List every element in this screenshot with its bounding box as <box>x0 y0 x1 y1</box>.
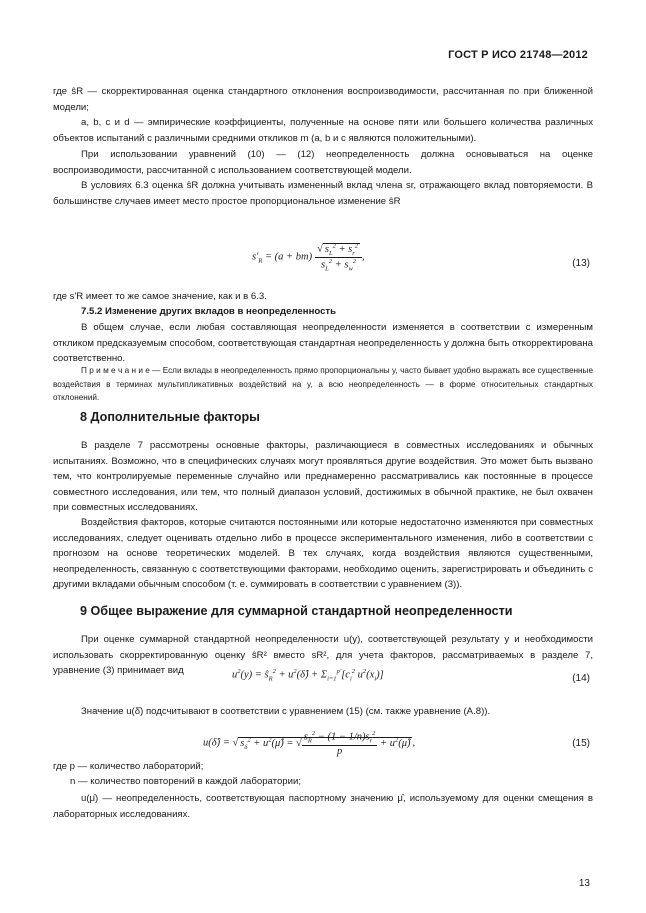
equation-14: $u^2(y)$ = $ŝ_R^2$ + $u^2(\deltâ) + \Sigma_{i=1}^{p'}[c_i^2$ $u^2(x_i)$] <box>232 668 384 683</box>
paragraph-p-definition: где p — количество лабораторий; <box>53 761 204 772</box>
equation-13: $s'_R = (a + bm)$ $\frac{√ s_L^2 + s_r^2}{s_L^2 + s_w^2}$ , <box>252 242 365 273</box>
paragraph-section-7-factors: В разделе 7 рассмотрены основные факторы, различающиеся в совместных исследованиях и обычных испытаниях. Возможно, что в специфических случаях могут проявляться другие воздействия. Это может быть вызвано тем, что контролируемые переменные случайно или преднамеренно рассматривались как постоянные в процессе совместного исследования, или тем, что полный диапазон условий, достижимых в обычной практике, не был охвачен при совместных исследованиях. <box>53 440 593 514</box>
paragraph-equations-10-12: При использовании уравнений (10) — (12) неопределенность должна основываться на оценке воспроизводимости, рассчитанной с использованием соответствующей модели. <box>53 149 593 176</box>
note: П р и м е ч а н и е — Если вклады в неопределенность прямо пропорциональны y, часто бывает удобно выражать все существенные воздействия в терминах мультипликативных воздействий на y, а всю неопределенность — в форме относительных стандартных отклонений. <box>53 366 593 402</box>
paragraph-s-prime-r: где s'R имеет то же самое значение, как и в 6.3. <box>53 291 267 302</box>
equation-15: u(δ̂) = √ $s_\delta^2$ + $u^2(\mû)$ = √ $\frac{s_R^2 - (1 - 1/n)s_r^2}{p}$ + $u^2(\mû)$ , <box>203 730 416 757</box>
paragraph-other-contributions: В общем случае, если любая составляющая неопределенности изменяется в соответствии с измеренным откликом предсказуемым способом, соответствующая стандартная неопределенность y должна быть откорректирована соответственно. <box>53 322 593 365</box>
paragraph-combined-uncertainty: При оценке суммарной стандартной неопределенности u(y), соответствующей результату y и необходимости использовать скорректированную оценку ŝR² вместо sR², для учета факторов, рассматриваемых в разделе 7, уравнение (3) принимает вид <box>53 634 593 677</box>
section-8-heading: 8 Дополнительные факторы <box>80 410 260 424</box>
document-header: ГОСТ Р ИСО 21748—2012 <box>448 49 588 61</box>
paragraph-s-r-definition: где ŝR — скорректированная оценка стандартного отклонения воспроизводимости, рассчитанная по при ближенной модели; <box>53 86 593 113</box>
equation-14-number: (14) <box>572 673 590 684</box>
section-7-5-2-heading: 7.5.2 Изменение других вкладов в неопределенность <box>81 306 337 317</box>
section-9-heading: 9 Общее выражение для суммарной стандартной неопределенности <box>80 604 513 618</box>
paragraph-u-mu-definition: u(μ̂) — неопределенность, соответствующая паспортному значению μ̂, используемому для оценки смещения в лабораторных исследованиях. <box>53 793 593 820</box>
paragraph-u-delta: Значение u(δ̂) подсчитывают в соответствии с уравнением (15) (см. также уравнение (А.8)). <box>81 706 491 717</box>
paragraph-conditions-6-3: В условиях 6.3 оценка ŝR должна учитывать измененный вклад члена sr, отражающего вклад повторяемости. В большинстве случаев имеет место простое пропорциональное изменение ŝR <box>53 180 593 207</box>
paragraph-coefficients: a, b, c и d — эмпирические коэффициенты, полученные на основе пяти или большего количества различных объектов испытаний с различными средними откликов m (a, b и c являются положительными). <box>53 117 593 144</box>
equation-15-number: (15) <box>572 738 590 749</box>
equation-13-number: (13) <box>572 258 590 269</box>
paragraph-factor-effects: Воздействия факторов, которые считаются постоянными или которые недостаточно изменяются при совместных исследованиях, следует оценивать отдельно либо в процессе экспериментального изменения, либо в соответствии с прогнозом на основе теоретических моделей. В тех случаях, когда воздействия являются существенными, неопределенность, связанную с соответствующими факторами, необходимо оценить, зарегистрировать и объединить с другими вкладами обычным способом (т. е. суммировать в соответствии с уравнением (3)). <box>53 517 593 591</box>
paragraph-n-definition: n — количество повторений в каждой лаборатории; <box>70 776 301 787</box>
page-number: 13 <box>578 878 590 889</box>
